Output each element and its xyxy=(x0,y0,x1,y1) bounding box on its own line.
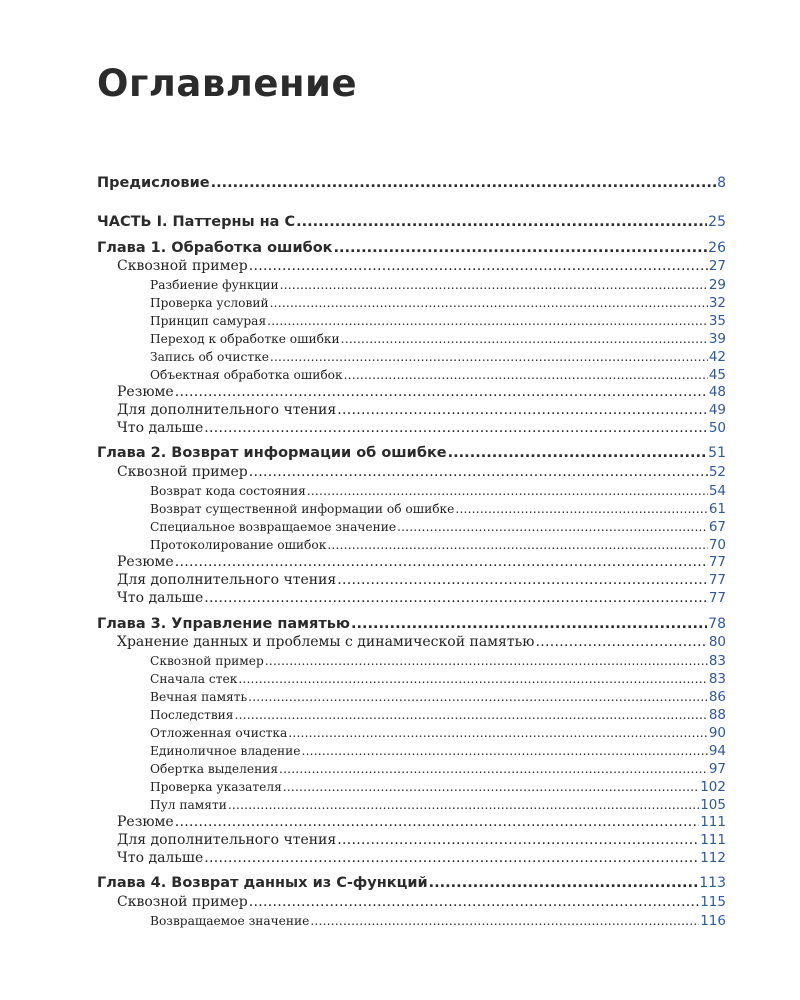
toc-entry-label: ЧАСТЬ I. Паттерны на С xyxy=(97,214,296,230)
toc-entry-chapter[interactable] xyxy=(97,875,726,891)
toc-page-number: 94 xyxy=(708,743,726,759)
toc-page-number: 77 xyxy=(708,572,726,588)
toc-page-number: 27 xyxy=(708,258,726,274)
page-title: Оглавление xyxy=(97,62,358,105)
toc-entry-label: Сквозной пример xyxy=(150,654,264,668)
toc-page-number: 116 xyxy=(700,913,726,929)
toc-page-number: 42 xyxy=(708,349,726,365)
toc-entry-label: Резюме xyxy=(117,384,174,400)
toc-entry-label: Разбиение функции xyxy=(150,278,279,292)
toc-entry-label: Обертка выделения xyxy=(150,762,279,776)
toc-page-number: 67 xyxy=(708,519,726,535)
toc-entry-subsection[interactable] xyxy=(150,797,726,813)
toc-entry-label: Последствия xyxy=(150,708,234,722)
toc-entry-section[interactable] xyxy=(117,572,726,588)
toc-entry-label: Резюме xyxy=(117,814,174,830)
toc-page-number: 88 xyxy=(708,707,726,723)
toc-page-number: 112 xyxy=(700,850,726,866)
toc-entry-subsection[interactable] xyxy=(150,367,726,383)
toc-entry-label: Что дальше xyxy=(117,420,204,436)
toc-entry-subsection[interactable] xyxy=(150,671,726,687)
toc-page-number: 86 xyxy=(708,689,726,705)
toc-entry-section[interactable] xyxy=(117,258,726,274)
toc-entry-label: Возвращаемое значение xyxy=(150,914,310,928)
toc-entry-subsection[interactable] xyxy=(150,295,726,311)
toc-page-number: 29 xyxy=(708,277,726,293)
toc-page-number: 115 xyxy=(700,894,726,910)
toc-page-number: 111 xyxy=(700,814,726,830)
toc-page-number: 45 xyxy=(708,367,726,383)
toc-entry-subsection[interactable] xyxy=(150,913,726,929)
toc-entry-label: Запись об очистке xyxy=(150,350,269,364)
toc-page-number: 50 xyxy=(708,420,726,436)
toc-entry-label: Протоколирование ошибок xyxy=(150,538,327,552)
toc-entry-label: Специальное возвращаемое значение xyxy=(150,520,397,534)
toc-entry-preface[interactable] xyxy=(97,175,726,191)
toc-page-number: 77 xyxy=(708,590,726,606)
toc-entry-subsection[interactable] xyxy=(150,519,726,535)
toc-entry-section[interactable] xyxy=(117,384,726,400)
toc-entry-label: Глава 2. Возврат информации об ошибке xyxy=(97,445,447,461)
toc-entry-subsection[interactable] xyxy=(150,689,726,705)
toc-page-number: 70 xyxy=(708,537,726,553)
toc-entry-label: Переход к обработке ошибки xyxy=(150,332,340,346)
toc-entry-section[interactable] xyxy=(117,464,726,480)
toc-entry-subsection[interactable] xyxy=(150,277,726,293)
toc-page-number: 32 xyxy=(708,295,726,311)
toc-entry-section[interactable] xyxy=(117,590,726,606)
toc-page-number: 83 xyxy=(708,671,726,687)
toc-page-number: 52 xyxy=(708,464,726,480)
toc-entry-label: Для дополнительного чтения xyxy=(117,832,337,848)
toc-entry-label: Сквозной пример xyxy=(117,894,248,910)
toc-entry-label: Принцип самурая xyxy=(150,314,267,328)
toc-entry-label: Что дальше xyxy=(117,850,204,866)
toc-entry-section[interactable] xyxy=(117,634,726,650)
toc-entry-label: Объектная обработка ошибок xyxy=(150,368,343,382)
toc-page-number: 26 xyxy=(708,240,726,256)
toc-entry-subsection[interactable] xyxy=(150,743,726,759)
toc-entry-subsection[interactable] xyxy=(150,349,726,365)
toc-page-number: 77 xyxy=(708,554,726,570)
toc-entry-section[interactable] xyxy=(117,850,726,866)
toc-entry-subsection[interactable] xyxy=(150,331,726,347)
toc-entry-label: Пул памяти xyxy=(150,798,227,812)
toc-entry-label: Глава 3. Управление памятью xyxy=(97,616,350,632)
toc-entry-subsection[interactable] xyxy=(150,725,726,741)
toc-page-number: 105 xyxy=(700,797,726,813)
toc-page-number: 78 xyxy=(708,616,726,632)
toc-page-number: 102 xyxy=(700,779,726,795)
toc-entry-label: Глава 1. Обработка ошибок xyxy=(97,240,333,256)
toc-entry-subsection[interactable] xyxy=(150,537,726,553)
toc-entry-section[interactable] xyxy=(117,832,726,848)
toc-page-number: 48 xyxy=(708,384,726,400)
toc-entry-label: Вечная память xyxy=(150,690,248,704)
toc-entry-label: Сквозной пример xyxy=(117,464,248,480)
toc-entry-label: Хранение данных и проблемы с динамической памятью xyxy=(117,634,535,650)
toc-entry-subsection[interactable] xyxy=(150,653,726,669)
toc-page-number: 97 xyxy=(708,761,726,777)
toc-entry-chapter[interactable] xyxy=(97,616,726,632)
toc-entry-subsection[interactable] xyxy=(150,483,726,499)
toc-entry-chapter[interactable] xyxy=(97,445,726,461)
toc-entry-section[interactable] xyxy=(117,420,726,436)
toc-page-number: 49 xyxy=(708,402,726,418)
toc-page-number: 80 xyxy=(708,634,726,650)
toc-entry-subsection[interactable] xyxy=(150,707,726,723)
toc-entry-subsection[interactable] xyxy=(150,761,726,777)
toc-entry-label: Для дополнительного чтения xyxy=(117,572,337,588)
toc-entry-part[interactable] xyxy=(97,214,726,230)
toc-entry-label: Проверка условий xyxy=(150,296,269,310)
toc-entry-label: Возврат существенной информации об ошибке xyxy=(150,502,455,516)
toc-page-number: 113 xyxy=(699,875,726,891)
toc-entry-section[interactable] xyxy=(117,402,726,418)
toc-page-number: 39 xyxy=(708,331,726,347)
toc-page-number: 61 xyxy=(708,501,726,517)
toc-entry-chapter[interactable] xyxy=(97,240,726,256)
toc-entry-label: Что дальше xyxy=(117,590,204,606)
toc-entry-label: Резюме xyxy=(117,554,174,570)
toc-entry-section[interactable] xyxy=(117,894,726,910)
toc-page-number: 111 xyxy=(700,832,726,848)
toc-entry-label: Для дополнительного чтения xyxy=(117,402,337,418)
toc-entry-label: Отложенная очистка xyxy=(150,726,288,740)
toc-entry-label: Возврат кода состояния xyxy=(150,484,306,498)
toc-page-number: 90 xyxy=(708,725,726,741)
toc-entry-subsection[interactable] xyxy=(150,501,726,517)
toc-page-number: 83 xyxy=(708,653,726,669)
toc-entry-subsection[interactable] xyxy=(150,313,726,329)
toc-entry-label: Предисловие xyxy=(97,175,210,191)
toc-entry-label: Сквозной пример xyxy=(117,258,248,274)
toc-entry-section[interactable] xyxy=(117,814,726,830)
toc-page-number: 8 xyxy=(717,175,726,191)
toc-entry-section[interactable] xyxy=(117,554,726,570)
toc-entry-subsection[interactable] xyxy=(150,779,726,795)
toc-page-number: 35 xyxy=(708,313,726,329)
toc-entry-label: Глава 4. Возврат данных из С-функций xyxy=(97,875,428,891)
toc-entry-label: Сначала стек xyxy=(150,672,238,686)
toc-page-number: 51 xyxy=(708,445,726,461)
toc-page-number: 54 xyxy=(708,483,726,499)
toc-page-number: 25 xyxy=(708,214,726,230)
toc-entry-label: Проверка указателя xyxy=(150,780,282,794)
toc-entry-label: Единоличное владение xyxy=(150,744,301,758)
